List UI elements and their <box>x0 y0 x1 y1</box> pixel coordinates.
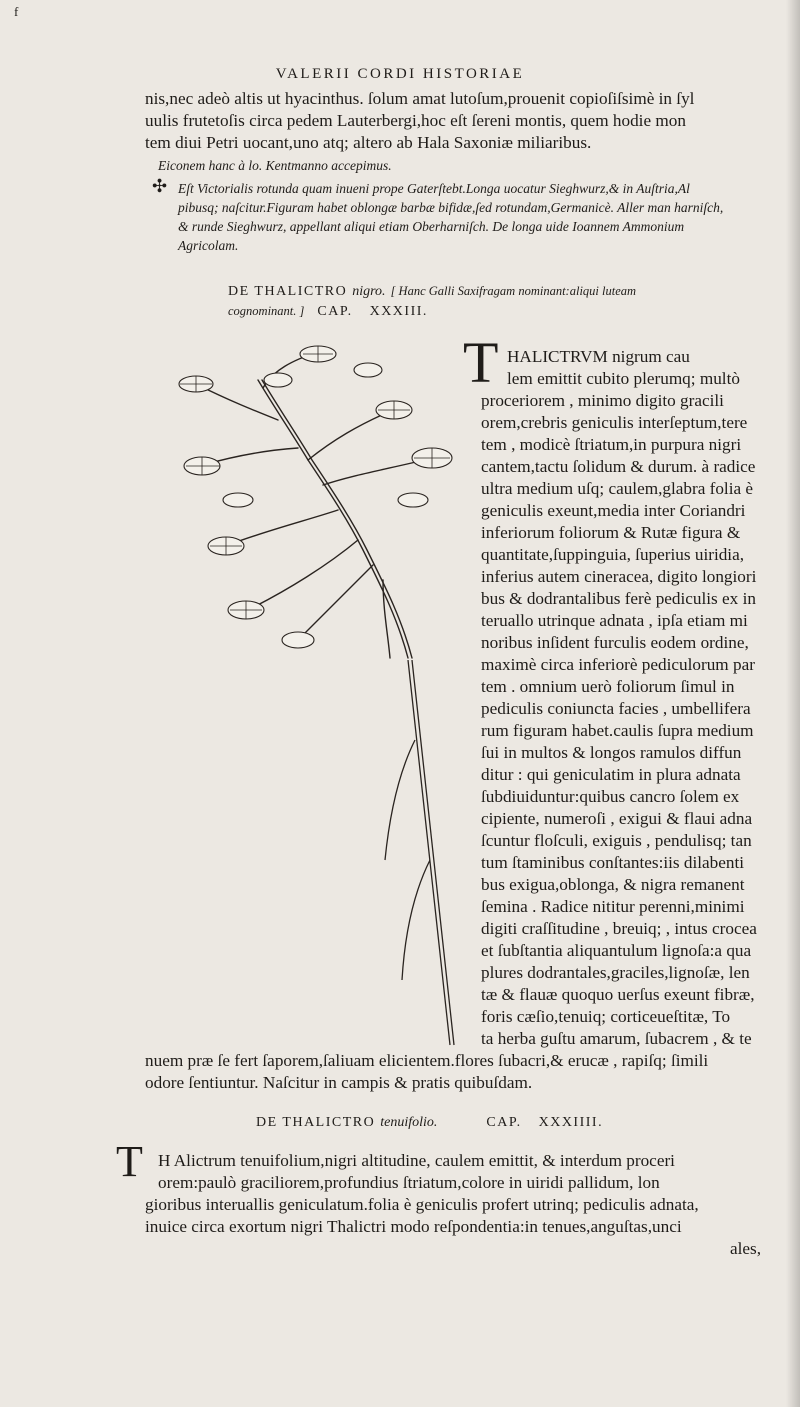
chapter-34-line-5: ales, <box>730 1239 762 1258</box>
column-line-20: ditur : qui geniculatim in plura adnata <box>481 765 741 784</box>
column-line-10: quantitate,ſuppinguia, ſuperius uiridia, <box>481 545 745 564</box>
column-line-15: maximè circa inferiorè pediculorum par <box>481 655 755 674</box>
annotation-line-4: Agricolam. <box>178 238 239 253</box>
column-line-1: HALICTRVM nigrum cau <box>507 347 690 366</box>
icon-note: Eiconem hanc à lo. Kentmanno accepimus. <box>158 158 392 173</box>
chapter-33-full-line-1: nuem præ ſe fert ſaporem,ſaliuam elicientem.flores ſubacri,& erucæ , rapiſq; ſimili <box>145 1051 709 1070</box>
chapter-33-full-line-2: odore ſentiuntur. Naſcitur in campis & pratis quibuſdam. <box>145 1073 533 1092</box>
chapter-33-cap-label: CAP. <box>317 304 353 319</box>
column-line-28: et ſubſtantia aliquantulum lignoſa:a qua <box>481 941 752 960</box>
thalictrum-woodcut-illustration <box>158 340 460 660</box>
chapter-33-number: XXXIII. <box>369 304 428 319</box>
chapter-34-number: XXXIIII. <box>538 1115 604 1130</box>
column-line-13: teruallo utrinque adnata , ipſa etiam mi <box>481 611 748 630</box>
column-line-23: ſcuntur floſculi, exiguis , pendulisq; tan <box>481 831 752 850</box>
chapter-34-line-1: H Alictrum tenuifolium,nigri altitudine, caulem emittit, & interdum proceri <box>158 1151 675 1170</box>
column-line-12: bus & dodrantalibus ferè pediculis ex in <box>481 589 756 608</box>
woodcut-stem-continuation <box>380 660 470 1050</box>
column-line-3: proceriorem , minimo digito gracili <box>481 391 724 410</box>
intro-line-3: tem diui Petri uocant,uno atq; altero ab Hala Saxoniæ miliaribus. <box>145 133 592 152</box>
column-line-16: tem . omnium uerò foliorum ſimul in <box>481 677 735 696</box>
column-line-8: geniculis exeunt,media inter Coriandri <box>481 501 746 520</box>
column-line-32: ta herba guſtu amarum, ſubacrem , & te <box>481 1029 752 1048</box>
column-line-19: ſui in multos & longos ramulos diffun <box>481 743 742 762</box>
column-line-2: lem emittit cubito plerumq; multò <box>507 369 740 388</box>
chapter-34-line-2: orem:paulò graciliorem,profundius ſtriatum,colore in uiridi pallidum, lon <box>158 1173 660 1192</box>
column-line-21: ſubdiuiduntur:quibus cancro ſolem ex <box>481 787 740 806</box>
chapter-33-dropcap: T <box>463 330 499 395</box>
column-line-9: inferiorum foliorum & Rutæ figura & <box>481 523 741 542</box>
intro-line-1: nis,nec adeò altis ut hyacinthus. ſolum amat lutoſum,prouenit copioſiſsimè in ſyl <box>145 89 695 108</box>
annotation-line-2: pibusq; naſcitur.Figuram habet oblongæ barbæ bifidæ,ſed rotundam,Germanicè. Aller man harniſch, <box>178 200 724 215</box>
chapter-34-line-4: inuice circa exortum nigri Thalictri modo reſpondentia:in tenues,anguſtas,unci <box>145 1217 682 1236</box>
column-line-27: digiti craſſitudine , breuiq; , intus crocea <box>481 919 757 938</box>
column-line-30: tæ & flauæ quoquo uerſus exeunt fibræ, <box>481 985 755 1004</box>
chapter-34-heading <box>256 1115 603 1131</box>
column-line-7: ultra medium uſq; caulem,glabra folia è <box>481 479 754 498</box>
page-edge-shadow <box>786 0 800 1407</box>
annotation-line-1: Eſt Victorialis rotunda quam inueni prope Gaterſtebt.Longa uocatur Sieghwurz,& in Auſtria,Al <box>178 181 690 196</box>
column-line-26: ſemina . Radice nititur perenni,minimi <box>481 897 745 916</box>
page-corner-mark: f <box>14 4 19 19</box>
column-line-25: bus exigua,oblonga, & nigra remanent <box>481 875 745 894</box>
intro-line-2: uulis frutetoſis circa pedem Lauterbergi,hoc eſt ſereni montis, quem hodie mon <box>145 111 686 130</box>
chapter-33-heading-note-2: cognominant. ] <box>228 304 305 318</box>
chapter-34-dropcap: T <box>116 1137 143 1186</box>
chapter-33-heading-note: [ Hanc Galli Saxifragam nominant:aliqui luteam <box>390 284 637 298</box>
chapter-34-heading-name: DE THALICTRO <box>256 1115 376 1130</box>
column-line-14: noribus inſident furculis eodem ordine, <box>481 633 749 652</box>
chapter-33-heading-italic: nigro. <box>352 284 386 299</box>
column-line-6: cantem,tactu ſolidum & durum. à radice <box>481 457 756 476</box>
column-line-31: foris cæſio,tenuiq; corticeueſtitæ, To <box>481 1007 731 1026</box>
column-line-18: rum figuram habet.caulis ſupra medium <box>481 721 754 740</box>
annotation-line-3: & runde Sieghwurz, appellant aliqui etiam Oberharniſch. De longa uide Ioannem Ammonium <box>178 219 685 234</box>
column-line-29: plures dodrantales,graciles,lignoſæ, len <box>481 963 750 982</box>
chapter-33-heading-line-2 <box>228 304 428 320</box>
chapter-33-heading-name: DE THALICTRO <box>228 284 348 299</box>
chapter-34-cap-label: CAP. <box>486 1115 522 1130</box>
asterisk-mark-icon: ✣ <box>152 176 168 196</box>
column-line-4: orem,crebris geniculis interſeptum,tere <box>481 413 748 432</box>
column-line-5: tem , modicè ſtriatum,in purpura nigri <box>481 435 742 454</box>
chapter-34-heading-italic: tenuifolio. <box>380 1115 438 1130</box>
chapter-34-line-3: gioribus interuallis geniculatum.folia è geniculis profert utrinq; pediculis adnata, <box>145 1195 699 1214</box>
column-line-22: cipiente, numeroſi , exigui & flaui adna <box>481 809 753 828</box>
column-line-17: pediculis coniuncta facies , umbellifera <box>481 699 751 718</box>
running-head: VALERII CORDI HISTORIAE <box>275 66 525 82</box>
column-line-24: tum ſtaminibus conſtantes:iis dilabenti <box>481 853 745 872</box>
chapter-33-heading <box>228 284 636 300</box>
column-line-11: inferius autem cineracea, digito longiori <box>481 567 757 586</box>
